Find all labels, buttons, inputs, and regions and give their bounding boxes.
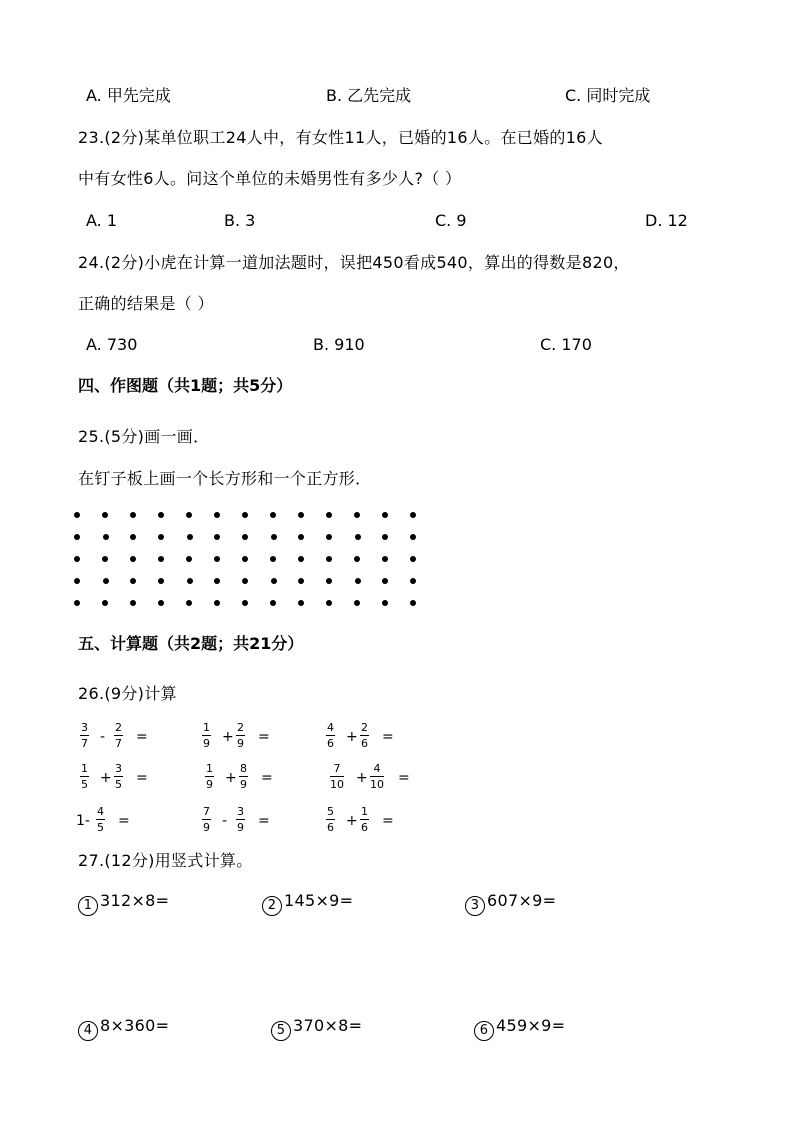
- q23-option-c: C. 9: [435, 211, 467, 230]
- equals-sign: =: [382, 729, 394, 745]
- fraction-b: [114, 763, 123, 790]
- equals-sign: =: [258, 729, 270, 745]
- fraction-b: [370, 763, 384, 790]
- peg-dot[interactable]: [74, 600, 80, 606]
- peg-dot[interactable]: [103, 534, 109, 540]
- operator: -: [100, 729, 106, 745]
- calc-expression: 8×360=: [100, 1016, 170, 1035]
- denominator: 9: [240, 778, 247, 791]
- denominator: 7: [81, 737, 88, 750]
- q27-title: 27.(12分)用竖式计算。: [78, 851, 253, 870]
- peg-dot[interactable]: [158, 578, 164, 584]
- numerator: 5: [327, 805, 334, 818]
- peg-dot[interactable]: [382, 600, 388, 606]
- peg-dot[interactable]: [326, 556, 332, 562]
- denominator: 9: [206, 778, 213, 791]
- denominator: 5: [81, 778, 88, 791]
- denominator: 9: [203, 737, 210, 750]
- q24-option-a: A. 730: [86, 335, 138, 354]
- peg-dot[interactable]: [382, 578, 388, 584]
- peg-dot[interactable]: [326, 578, 332, 584]
- fraction-a: [326, 806, 335, 833]
- peg-board[interactable]: [74, 512, 430, 616]
- peg-dot[interactable]: [326, 600, 332, 606]
- peg-dot[interactable]: [410, 534, 416, 540]
- q22-option-b: B. 乙先完成: [326, 86, 412, 105]
- fraction-a: [80, 722, 89, 749]
- peg-dot[interactable]: [410, 600, 416, 606]
- fraction-a: [205, 763, 214, 790]
- q22-option-c: C. 同时完成: [565, 86, 651, 105]
- vertical-calc-1: [78, 893, 169, 916]
- denominator: 6: [327, 737, 334, 750]
- operator: +: [346, 813, 358, 829]
- peg-dot[interactable]: [130, 512, 136, 518]
- fraction-b: [239, 763, 248, 790]
- circled-number: 5: [271, 1021, 291, 1041]
- numerator: 7: [330, 763, 344, 777]
- peg-dot[interactable]: [410, 512, 416, 518]
- numerator: 7: [203, 805, 210, 818]
- calc-expression: 145×9=: [284, 891, 354, 910]
- peg-dot[interactable]: [326, 512, 332, 518]
- equals-sign: =: [136, 770, 148, 786]
- fraction-b: [360, 806, 369, 833]
- denominator: 10: [370, 778, 384, 791]
- q23-text-line1: 23.(2分)某单位职工24人中，有女性11人，已婚的16人。在已婚的16人: [78, 128, 603, 147]
- vertical-calc-5: [271, 1018, 362, 1041]
- peg-dot[interactable]: [298, 512, 304, 518]
- peg-dot[interactable]: [271, 534, 277, 540]
- denominator: 6: [361, 737, 368, 750]
- numerator: 1: [206, 762, 213, 775]
- operator: -: [222, 813, 228, 829]
- equals-sign: =: [258, 813, 270, 829]
- peg-dot[interactable]: [102, 556, 108, 562]
- peg-dot[interactable]: [214, 600, 220, 606]
- q23-option-a: A. 1: [86, 211, 118, 230]
- peg-dot[interactable]: [382, 512, 388, 518]
- operator: +: [356, 770, 368, 786]
- denominator: 9: [203, 821, 210, 834]
- fraction-b: [236, 722, 245, 749]
- peg-dot[interactable]: [74, 512, 80, 518]
- peg-dot[interactable]: [242, 578, 248, 584]
- peg-dot[interactable]: [214, 534, 220, 540]
- numerator: 1: [361, 805, 368, 818]
- peg-dot[interactable]: [158, 556, 164, 562]
- calc-expression: 312×8=: [100, 891, 170, 910]
- numerator: 1: [203, 721, 210, 734]
- peg-dot[interactable]: [382, 556, 388, 562]
- q25-title: 25.(5分)画一画．: [78, 427, 210, 446]
- peg-dot[interactable]: [186, 512, 192, 518]
- fraction-b: [96, 806, 105, 833]
- circled-number: 2: [262, 896, 282, 916]
- fraction-b: [114, 722, 123, 749]
- peg-dot[interactable]: [187, 534, 193, 540]
- peg-dot[interactable]: [270, 556, 276, 562]
- numerator: 3: [115, 762, 122, 775]
- peg-dot[interactable]: [410, 556, 416, 562]
- vertical-calc-3: [465, 893, 556, 916]
- peg-dot[interactable]: [186, 600, 192, 606]
- denominator: 9: [237, 821, 244, 834]
- denominator: 10: [330, 778, 344, 791]
- peg-dot[interactable]: [130, 534, 136, 540]
- numerator: 4: [327, 721, 334, 734]
- operator: +: [346, 729, 358, 745]
- circled-number: 3: [465, 896, 485, 916]
- peg-dot[interactable]: [186, 556, 192, 562]
- calc-expression: 370×8=: [293, 1016, 363, 1035]
- numerator: 3: [81, 721, 88, 734]
- peg-dot[interactable]: [102, 600, 108, 606]
- operator: +: [222, 729, 234, 745]
- equals-sign: =: [382, 813, 394, 829]
- vertical-calc-2: [262, 893, 353, 916]
- peg-dot[interactable]: [242, 600, 248, 606]
- peg-dot[interactable]: [103, 578, 109, 584]
- q26-title: 26.(9分)计算: [78, 684, 177, 703]
- q24-text-line1: 24.(2分)小虎在计算一道加法题时，误把450看成540，算出的得数是820，: [78, 253, 630, 272]
- peg-dot[interactable]: [298, 534, 304, 540]
- peg-dot[interactable]: [354, 600, 360, 606]
- peg-dot[interactable]: [382, 534, 388, 540]
- q24-option-b: B. 910: [313, 335, 365, 354]
- fraction-b: [236, 806, 245, 833]
- denominator: 5: [115, 778, 122, 791]
- q24-option-c: C. 170: [540, 335, 592, 354]
- peg-dot[interactable]: [298, 600, 304, 606]
- peg-dot[interactable]: [242, 534, 248, 540]
- circled-number: 6: [474, 1021, 494, 1041]
- fraction-a: [80, 763, 89, 790]
- peg-dot[interactable]: [74, 556, 80, 562]
- peg-dot[interactable]: [354, 512, 360, 518]
- peg-dot[interactable]: [271, 578, 277, 584]
- denominator: 9: [237, 737, 244, 750]
- numerator: 4: [97, 805, 104, 818]
- peg-dot[interactable]: [102, 512, 108, 518]
- q23-text-line2: 中有女性6人。问这个单位的未婚男性有多少人?（ ）: [78, 169, 462, 188]
- peg-dot[interactable]: [298, 556, 304, 562]
- calc-expression: 607×9=: [487, 891, 557, 910]
- peg-dot[interactable]: [354, 556, 360, 562]
- peg-dot[interactable]: [214, 578, 220, 584]
- numerator: 4: [370, 763, 384, 777]
- numerator: 1: [81, 762, 88, 775]
- denominator: 5: [97, 821, 104, 834]
- operator: +: [100, 770, 112, 786]
- peg-dot[interactable]: [410, 578, 416, 584]
- numerator: 8: [240, 762, 247, 775]
- section-5-heading: 五、计算题（共2题；共21分）: [78, 634, 304, 653]
- q25-instruction: 在钉子板上画一个长方形和一个正方形．: [78, 469, 372, 488]
- denominator: 7: [115, 737, 122, 750]
- numerator: 2: [115, 721, 122, 734]
- peg-dot[interactable]: [242, 556, 248, 562]
- fraction-b: [360, 722, 369, 749]
- peg-dot[interactable]: [74, 534, 80, 540]
- numerator: 2: [361, 721, 368, 734]
- peg-dot[interactable]: [214, 556, 220, 562]
- equals-sign: =: [261, 770, 273, 786]
- peg-dot[interactable]: [326, 534, 332, 540]
- section-4-heading: 四、作图题（共1题；共5分）: [78, 376, 293, 395]
- fraction-a: [202, 806, 211, 833]
- vertical-calc-6: [474, 1018, 565, 1041]
- peg-dot[interactable]: [158, 534, 164, 540]
- equals-sign: =: [398, 770, 410, 786]
- peg-dot[interactable]: [242, 512, 248, 518]
- fraction-a: [330, 763, 344, 790]
- peg-dot[interactable]: [130, 578, 136, 584]
- peg-dot[interactable]: [270, 600, 276, 606]
- denominator: 6: [361, 821, 368, 834]
- q23-option-b: B. 3: [224, 211, 256, 230]
- numerator: 3: [237, 805, 244, 818]
- fraction-a: [202, 722, 211, 749]
- circled-number: 4: [78, 1021, 98, 1041]
- peg-dot[interactable]: [355, 578, 361, 584]
- peg-dot[interactable]: [158, 512, 164, 518]
- numerator: 2: [237, 721, 244, 734]
- equals-sign: =: [118, 813, 130, 829]
- peg-dot[interactable]: [355, 534, 361, 540]
- q22-option-a: A. 甲先完成: [86, 86, 171, 105]
- denominator: 6: [327, 821, 334, 834]
- peg-dot[interactable]: [187, 578, 193, 584]
- q24-text-line2: 正确的结果是（ ）: [78, 294, 214, 313]
- calc-expression: 459×9=: [496, 1016, 566, 1035]
- peg-dot[interactable]: [74, 578, 80, 584]
- peg-dot[interactable]: [130, 556, 136, 562]
- lead-term: 1-: [76, 813, 90, 829]
- operator: +: [225, 770, 237, 786]
- peg-dot[interactable]: [158, 600, 164, 606]
- vertical-calc-4: [78, 1018, 169, 1041]
- q23-option-d: D. 12: [645, 211, 688, 230]
- circled-number: 1: [78, 896, 98, 916]
- peg-dot[interactable]: [270, 512, 276, 518]
- equals-sign: =: [136, 729, 148, 745]
- peg-dot[interactable]: [298, 578, 304, 584]
- peg-dot[interactable]: [130, 600, 136, 606]
- peg-dot[interactable]: [214, 512, 220, 518]
- fraction-a: [326, 722, 335, 749]
